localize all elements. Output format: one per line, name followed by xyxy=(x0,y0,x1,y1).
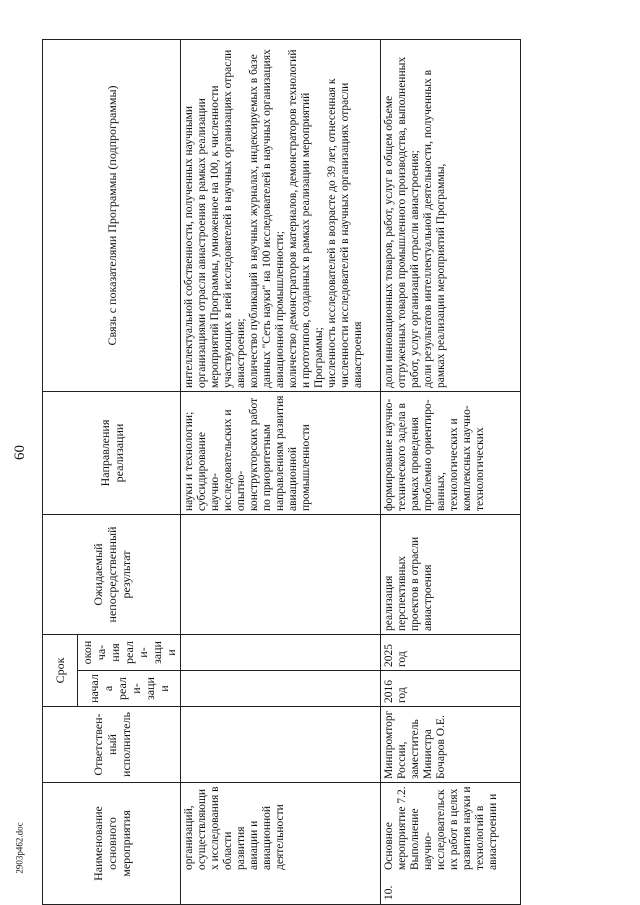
table-row xyxy=(381,40,521,905)
page-number-text: 60 xyxy=(11,445,28,460)
cell-responsible: Минпромторг России, заместитель Министра Бочаров О.Е. xyxy=(381,707,521,783)
cell-name xyxy=(381,783,521,905)
cell-end: 2025 год xyxy=(381,635,521,671)
rotated-table-container xyxy=(42,40,499,905)
cell-directions: формирование научно-технического задела в рамках проведения проблемно ориентиро-ванных, технологических и комплексных научно-технологических xyxy=(381,392,521,515)
name-text: Основное мероприятие 7.2. Выполнение научно-исследовательских работ в целях развития науки и технологий в авиастроении и xyxy=(383,786,499,870)
footer-file-name xyxy=(0,790,40,905)
header-term-end: оконча-ния реали-зации xyxy=(78,635,181,671)
cell-directions: науки и технологии; субсидирование научно-исследовательских и опытно-конструкторских работ по приоритетным направлениям развития авиационной промышленности xyxy=(181,392,381,515)
header-responsible: Ответствен-ный исполнитель xyxy=(43,707,181,783)
header-result: Ожидаемый непосредственный результат xyxy=(43,515,181,635)
name-text: организаций, осуществляющих исследования в области развития авиации и авиационной деятельности xyxy=(183,786,286,870)
cell-start xyxy=(181,671,381,707)
cell-name xyxy=(181,783,381,905)
cell-result xyxy=(181,515,381,635)
header-name: Наименование основного мероприятия xyxy=(43,783,181,905)
cell-result: реализация перспективных проектов в отрасли авиастроения xyxy=(381,515,521,635)
page-number xyxy=(0,400,40,505)
footer-file-text: 2903р462.doc xyxy=(15,821,25,874)
cell-link: интеллектуальной собственности, полученных научными организациями отрасли авиастроения в рамках реализации мероприятий Программы, умноженное на 100, к численности участвующих в ней исследователей в научных организациях отрасли авиастроения; количество публикаций в научных журналах, индексируемых в базе данных "Сеть науки" на 100 исследователей в научных организациях авиационной промышленности; количество демонстраторов материалов, демонстраторов технологий и прототипов, созданных в рамках реализации мероприятий Программы; численность исследователей в возрасте до 39 лет, отнесенная к численности исследователей в научных организациях отрасли авиастроения xyxy=(181,40,381,392)
program-measures-table xyxy=(42,39,521,905)
cell-start: 2016 год xyxy=(381,671,521,707)
row-number: 10. xyxy=(383,885,395,900)
header-directions: Направления реализации xyxy=(43,392,181,515)
header-term: Срок xyxy=(43,635,78,707)
header-link: Связь с показателями Программы (подпрограммы) xyxy=(43,40,181,392)
header-term-start: начала реали-зации xyxy=(78,671,181,707)
table-sheet xyxy=(42,40,499,905)
table-row xyxy=(181,40,381,905)
table-header-row xyxy=(43,40,78,905)
cell-end xyxy=(181,635,381,671)
cell-link: доли инновационных товаров, работ, услуг в общем объеме отгруженных товаров промышленного производства, выполненных работ, услуг организаций отрасли авиастроения; доли результатов интеллектуальной деятельности, полученных в рамках реализации мероприятий Программы, xyxy=(381,40,521,392)
cell-responsible xyxy=(181,707,381,783)
